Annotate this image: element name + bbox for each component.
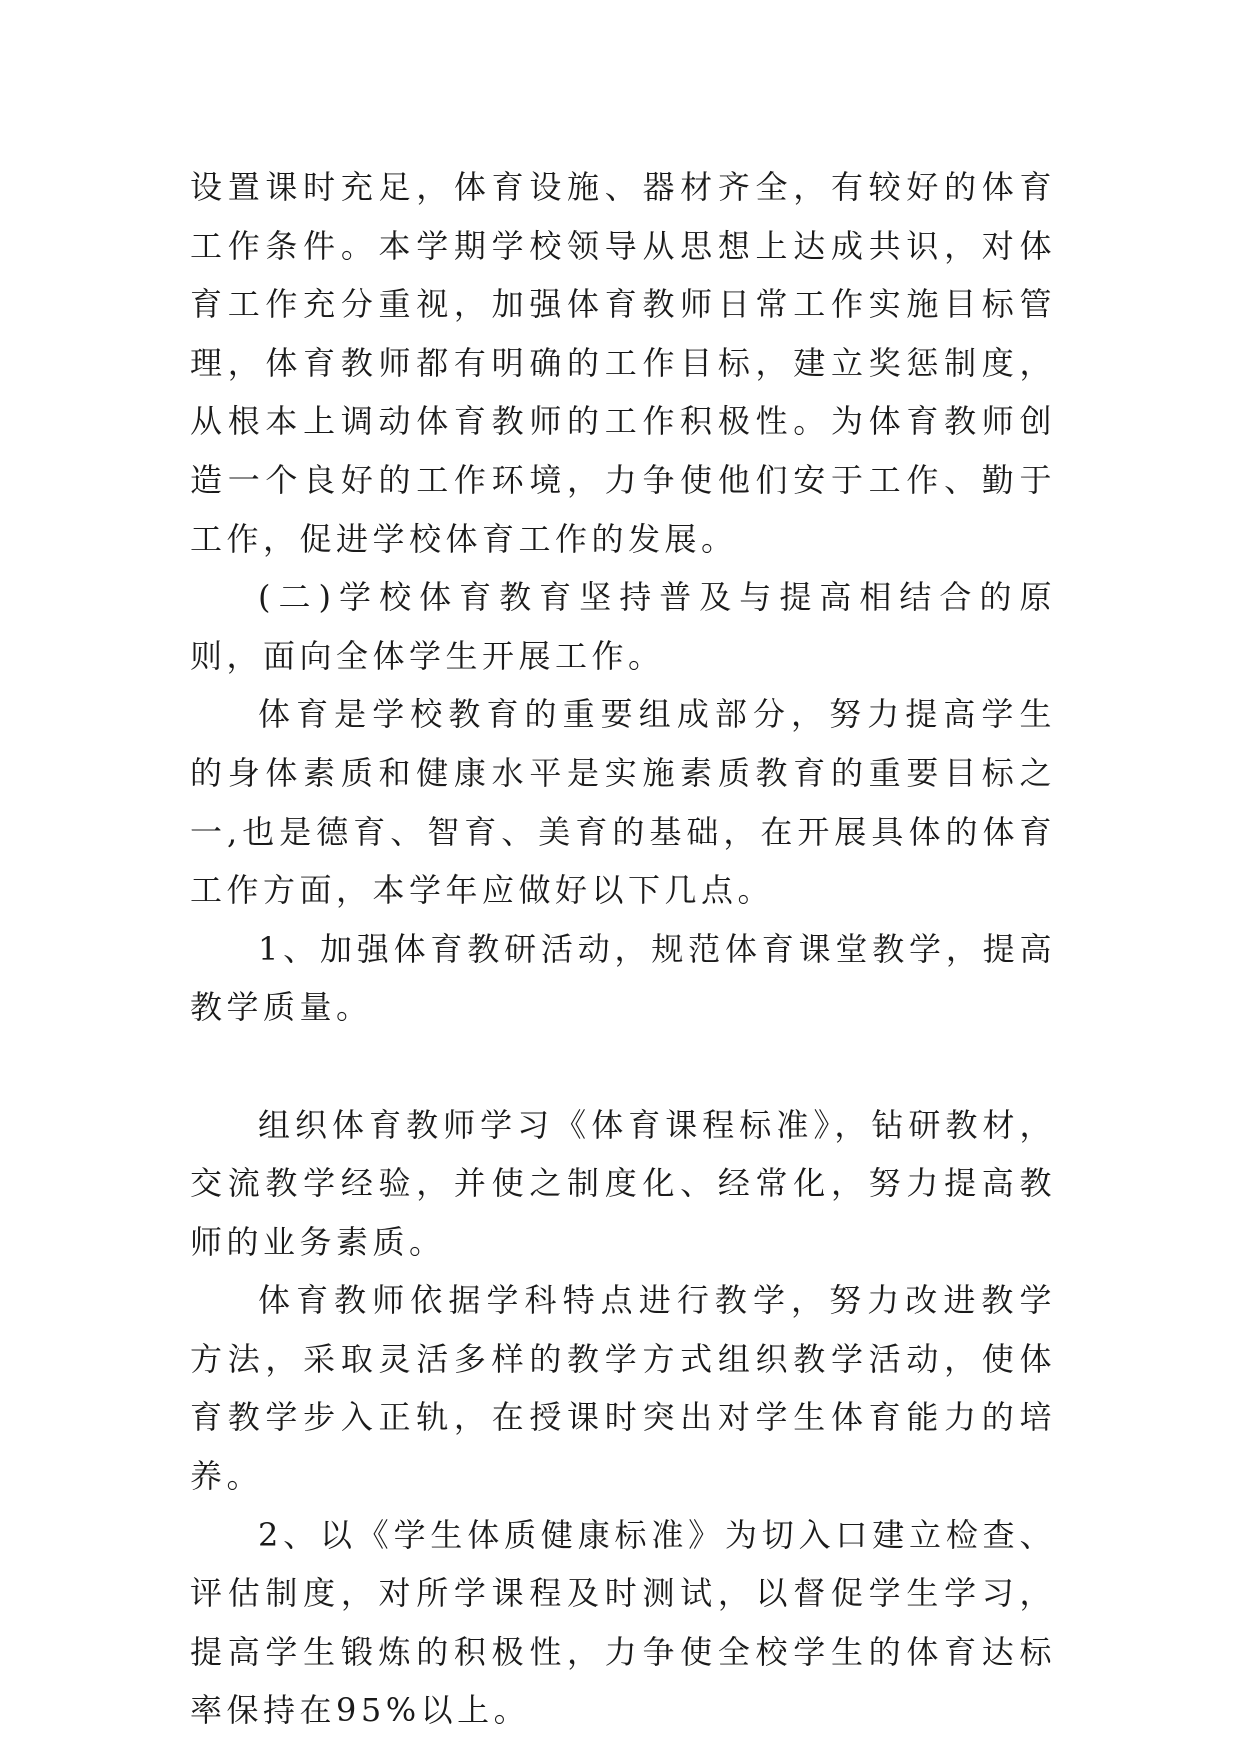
paragraph-item-1-heading: 1、加强体育教研活动，规范体育课堂教学，提高教学质量。 <box>190 929 1056 1027</box>
paragraph-pe-importance: 体育是学校教育的重要组成部分，努力提高学生的身体素质和健康水平是实施素质教育的重要目标之一,也是德育、智育、美育的基础，在开展具体的体育工作方面，本学年应做好以下几点。 <box>190 695 1056 910</box>
paragraph-conditions: 设置课时充足，体育设施、器材齐全，有较好的体育工作条件。本学期学校领导从思想上达成共识，对体育工作充分重视，加强体育教师日常工作实施目标管理，体育教师都有明确的工作目标，建立奖惩制度，从根本上调动体育教师的工作积极性。为体育教师创造一个良好的工作环境，力争使他们安于工作、勤于工作，促进学校体育工作的发展。 <box>190 168 1056 558</box>
paragraph-gap <box>190 1037 1056 1096</box>
paragraph-item-2-standards: 2、以《学生体质健康标准》为切入口建立检查、评估制度，对所学课程及时测试，以督促学生学习，提高学生锻炼的积极性，力争使全校学生的体育达标率保持在95%以上。 <box>190 1515 1056 1730</box>
paragraph-principle-heading: (二)学校体育教育坚持普及与提高相结合的原则，面向全体学生开展工作。 <box>190 578 1056 675</box>
body-text <box>190 158 1056 1740</box>
paragraph-teacher-study: 组织体育教师学习《体育课程标准》，钻研教材，交流教学经验，并使之制度化、经常化，努力提高教师的业务素质。 <box>190 1105 1056 1261</box>
paragraph-teaching-methods: 体育教师依据学科特点进行教学，努力改进教学方法，采取灵活多样的教学方式组织教学活动，使体育教学步入正轨，在授课时突出对学生体育能力的培养。 <box>190 1281 1056 1496</box>
